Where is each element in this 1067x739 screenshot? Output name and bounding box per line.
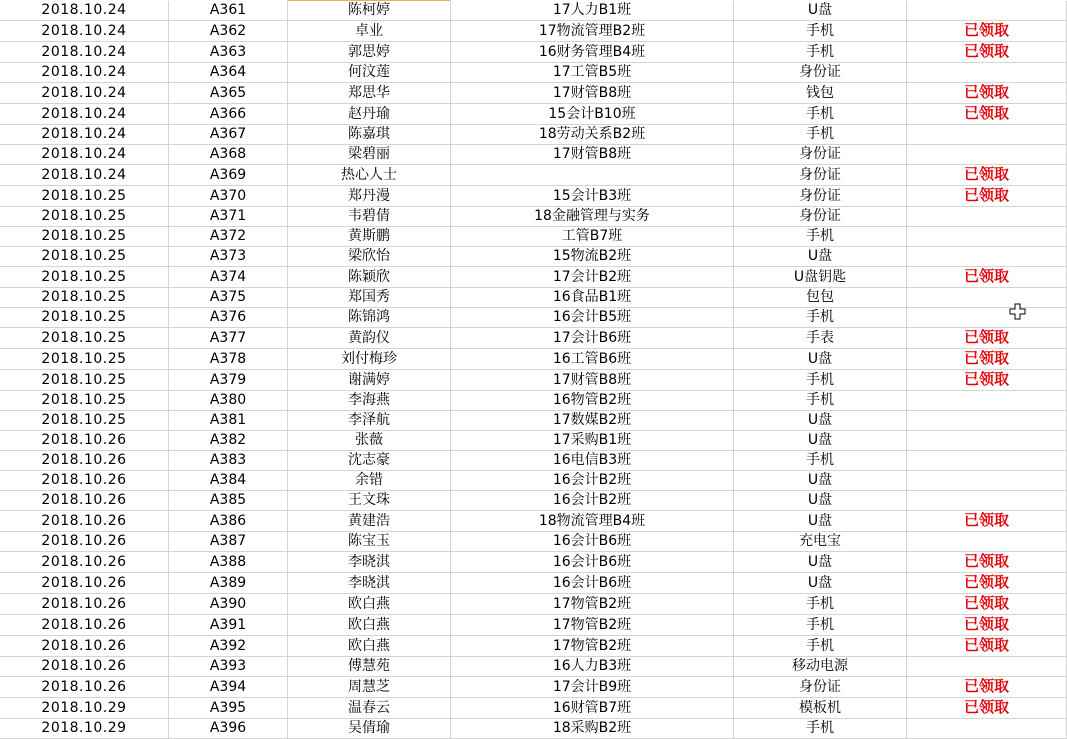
claimed-status-label: 已领取 bbox=[963, 552, 1009, 570]
cell-class[interactable]: 18金融管理与实务 bbox=[451, 207, 734, 227]
cell-id[interactable]: A373 bbox=[169, 247, 288, 267]
cell-id[interactable]: A387 bbox=[169, 532, 288, 552]
table-row bbox=[0, 63, 1067, 83]
cell-class[interactable]: 工管B7班 bbox=[451, 227, 734, 247]
cell-date[interactable]: 2018.10.29 bbox=[0, 698, 169, 719]
table-row bbox=[0, 308, 1067, 328]
cell-status[interactable] bbox=[907, 288, 1067, 308]
cell-item[interactable]: U盘 bbox=[734, 1, 907, 21]
claimed-status-label: 已领取 bbox=[963, 165, 1009, 183]
cell-date[interactable]: 2018.10.24 bbox=[0, 83, 169, 104]
cell-date[interactable]: 2018.10.25 bbox=[0, 247, 169, 267]
cell-status[interactable] bbox=[907, 370, 1067, 391]
cell-date[interactable]: 2018.10.25 bbox=[0, 391, 169, 411]
cell-name[interactable]: 郑国秀 bbox=[288, 288, 451, 308]
cell-item[interactable]: U盘 bbox=[734, 511, 907, 532]
cell-item[interactable]: U盘 bbox=[734, 573, 907, 594]
cell-item[interactable]: U盘 bbox=[734, 552, 907, 573]
cell-date[interactable]: 2018.10.26 bbox=[0, 511, 169, 532]
cell-status[interactable] bbox=[907, 125, 1067, 145]
claimed-status-label: 已领取 bbox=[963, 615, 1009, 633]
cell-date[interactable]: 2018.10.29 bbox=[0, 719, 169, 739]
cell-status[interactable] bbox=[907, 207, 1067, 227]
cell-id[interactable]: A362 bbox=[169, 21, 288, 42]
table-row bbox=[0, 677, 1067, 698]
claimed-status-label: 已领取 bbox=[963, 21, 1009, 39]
cell-item[interactable]: U盘 bbox=[734, 471, 907, 491]
claimed-status-label: 已领取 bbox=[963, 511, 1009, 529]
cell-name[interactable]: 李海燕 bbox=[288, 391, 451, 411]
cell-name[interactable]: 吴倩瑜 bbox=[288, 719, 451, 739]
cell-item[interactable]: 手机 bbox=[734, 42, 907, 63]
cell-item[interactable]: 手机 bbox=[734, 104, 907, 125]
cell-date[interactable]: 2018.10.25 bbox=[0, 267, 169, 288]
cell-name[interactable]: 欧白燕 bbox=[288, 594, 451, 615]
cell-status[interactable] bbox=[907, 471, 1067, 491]
cell-name[interactable]: 何汶莲 bbox=[288, 63, 451, 83]
table-row bbox=[0, 594, 1067, 615]
cell-name[interactable]: 卓业 bbox=[288, 21, 451, 42]
cell-class[interactable]: 18采购B2班 bbox=[451, 719, 734, 739]
cell-class[interactable]: 16工管B6班 bbox=[451, 349, 734, 370]
cell-status[interactable] bbox=[907, 451, 1067, 471]
cell-name[interactable]: 黄建浩 bbox=[288, 511, 451, 532]
cell-status[interactable] bbox=[907, 491, 1067, 511]
table-row bbox=[0, 391, 1067, 411]
cell-item[interactable]: 手机 bbox=[734, 636, 907, 657]
cell-name[interactable]: 沈志豪 bbox=[288, 451, 451, 471]
cell-status[interactable] bbox=[907, 63, 1067, 83]
cell-id[interactable]: A366 bbox=[169, 104, 288, 125]
table-row bbox=[0, 431, 1067, 451]
cell-id[interactable]: A369 bbox=[169, 165, 288, 186]
claimed-status-label: 已领取 bbox=[963, 370, 1009, 388]
cell-date[interactable]: 2018.10.25 bbox=[0, 349, 169, 370]
cell-date[interactable]: 2018.10.24 bbox=[0, 42, 169, 63]
claimed-status-label: 已领取 bbox=[963, 594, 1009, 612]
cell-item[interactable]: 手机 bbox=[734, 451, 907, 471]
cell-name[interactable]: 欧白燕 bbox=[288, 636, 451, 657]
claimed-status-label: 已领取 bbox=[963, 349, 1009, 367]
cell-item[interactable]: 包包 bbox=[734, 288, 907, 308]
cell-class[interactable]: 17财管B8班 bbox=[451, 370, 734, 391]
table-row bbox=[0, 227, 1067, 247]
cell-class[interactable] bbox=[451, 165, 734, 186]
cell-id[interactable]: A379 bbox=[169, 370, 288, 391]
cell-status[interactable] bbox=[907, 431, 1067, 451]
cell-item[interactable]: 身份证 bbox=[734, 186, 907, 207]
claimed-status-label: 已领取 bbox=[963, 42, 1009, 60]
cell-name[interactable]: 陈嘉琪 bbox=[288, 125, 451, 145]
cell-class[interactable]: 17会计B6班 bbox=[451, 328, 734, 349]
cell-class[interactable]: 16会计B5班 bbox=[451, 308, 734, 328]
cell-date[interactable]: 2018.10.26 bbox=[0, 657, 169, 677]
table-body bbox=[0, 1, 1067, 739]
cell-status[interactable] bbox=[907, 21, 1067, 42]
cell-id[interactable]: A365 bbox=[169, 83, 288, 104]
cell-class[interactable]: 16财管B7班 bbox=[451, 698, 734, 719]
cell-status[interactable] bbox=[907, 308, 1067, 328]
cell-class[interactable]: 17财管B8班 bbox=[451, 83, 734, 104]
cell-name[interactable]: 赵丹瑜 bbox=[288, 104, 451, 125]
claimed-status-label: 已领取 bbox=[963, 104, 1009, 122]
cell-status[interactable] bbox=[907, 186, 1067, 207]
cell-id[interactable]: A374 bbox=[169, 267, 288, 288]
claimed-status-label: 已领取 bbox=[963, 83, 1009, 101]
cell-id[interactable]: A392 bbox=[169, 636, 288, 657]
cell-name[interactable]: 刘付梅珍 bbox=[288, 349, 451, 370]
cell-item[interactable]: 手机 bbox=[734, 719, 907, 739]
cell-class[interactable]: 18劳动关系B2班 bbox=[451, 125, 734, 145]
cell-date[interactable]: 2018.10.25 bbox=[0, 308, 169, 328]
cell-name[interactable]: 梁碧丽 bbox=[288, 145, 451, 165]
cell-name[interactable]: 周慧芝 bbox=[288, 677, 451, 698]
cell-status[interactable] bbox=[907, 349, 1067, 370]
cell-date[interactable]: 2018.10.26 bbox=[0, 615, 169, 636]
cell-item[interactable]: U盘钥匙 bbox=[734, 267, 907, 288]
cell-class[interactable]: 16食品B1班 bbox=[451, 288, 734, 308]
cell-id[interactable]: A361 bbox=[169, 1, 288, 21]
cell-item[interactable]: 手机 bbox=[734, 615, 907, 636]
cell-item[interactable]: 手机 bbox=[734, 227, 907, 247]
cell-class[interactable]: 17物管B2班 bbox=[451, 594, 734, 615]
cell-date[interactable]: 2018.10.26 bbox=[0, 471, 169, 491]
cell-id[interactable]: A389 bbox=[169, 573, 288, 594]
cell-status[interactable] bbox=[907, 657, 1067, 677]
table-row bbox=[0, 145, 1067, 165]
cell-class[interactable]: 15物流B2班 bbox=[451, 247, 734, 267]
table-row bbox=[0, 186, 1067, 207]
cell-name[interactable]: 黄韵仪 bbox=[288, 328, 451, 349]
cell-id[interactable]: A364 bbox=[169, 63, 288, 83]
cell-status[interactable] bbox=[907, 227, 1067, 247]
cell-id[interactable]: A385 bbox=[169, 491, 288, 511]
cell-date[interactable]: 2018.10.25 bbox=[0, 207, 169, 227]
cell-date[interactable]: 2018.10.24 bbox=[0, 21, 169, 42]
cell-id[interactable]: A391 bbox=[169, 615, 288, 636]
cell-id[interactable]: A371 bbox=[169, 207, 288, 227]
cell-id[interactable]: A363 bbox=[169, 42, 288, 63]
cell-date[interactable]: 2018.10.26 bbox=[0, 491, 169, 511]
cell-id[interactable]: A386 bbox=[169, 511, 288, 532]
cell-date[interactable]: 2018.10.24 bbox=[0, 63, 169, 83]
table-row bbox=[0, 83, 1067, 104]
cell-status[interactable] bbox=[907, 677, 1067, 698]
cell-name[interactable]: 欧白燕 bbox=[288, 615, 451, 636]
claimed-status-label: 已领取 bbox=[963, 267, 1009, 285]
cell-date[interactable]: 2018.10.25 bbox=[0, 186, 169, 207]
cell-class[interactable]: 17物流管理B2班 bbox=[451, 21, 734, 42]
cell-name[interactable]: 郑丹漫 bbox=[288, 186, 451, 207]
cell-status[interactable] bbox=[907, 573, 1067, 594]
cell-date[interactable]: 2018.10.26 bbox=[0, 552, 169, 573]
cell-item[interactable]: 身份证 bbox=[734, 165, 907, 186]
cell-status[interactable] bbox=[907, 42, 1067, 63]
cell-status[interactable] bbox=[907, 391, 1067, 411]
claimed-status-label: 已领取 bbox=[963, 328, 1009, 346]
cell-class[interactable]: 17会计B2班 bbox=[451, 267, 734, 288]
cell-class[interactable]: 17物管B2班 bbox=[451, 636, 734, 657]
cell-status[interactable] bbox=[907, 636, 1067, 657]
cell-status[interactable] bbox=[907, 719, 1067, 739]
claimed-status-label: 已领取 bbox=[963, 573, 1009, 591]
cell-status[interactable] bbox=[907, 594, 1067, 615]
cell-item[interactable]: 身份证 bbox=[734, 677, 907, 698]
cell-status[interactable] bbox=[907, 698, 1067, 719]
cell-name[interactable]: 郑思华 bbox=[288, 83, 451, 104]
cell-status[interactable] bbox=[907, 532, 1067, 552]
cell-id[interactable]: A376 bbox=[169, 308, 288, 328]
table-row bbox=[0, 165, 1067, 186]
cell-class[interactable]: 17工管B5班 bbox=[451, 63, 734, 83]
table-row bbox=[0, 491, 1067, 511]
cell-name[interactable]: 温春云 bbox=[288, 698, 451, 719]
cell-class[interactable]: 16物管B2班 bbox=[451, 391, 734, 411]
cell-name[interactable]: 陈锦鸿 bbox=[288, 308, 451, 328]
table-row bbox=[0, 349, 1067, 370]
table-row bbox=[0, 1, 1067, 21]
cell-class[interactable]: 16会计B6班 bbox=[451, 552, 734, 573]
cell-item[interactable]: U盘 bbox=[734, 349, 907, 370]
cell-name[interactable]: 郭思婷 bbox=[288, 42, 451, 63]
cell-status[interactable] bbox=[907, 247, 1067, 267]
table-row bbox=[0, 573, 1067, 594]
cell-name[interactable]: 热心人士 bbox=[288, 165, 451, 186]
cell-id[interactable]: A390 bbox=[169, 594, 288, 615]
cell-item[interactable]: 移动电源 bbox=[734, 657, 907, 677]
cell-class[interactable]: 17数媒B2班 bbox=[451, 411, 734, 431]
cell-date[interactable]: 2018.10.24 bbox=[0, 104, 169, 125]
claimed-status-label: 已领取 bbox=[963, 677, 1009, 695]
cell-item[interactable]: 手机 bbox=[734, 391, 907, 411]
cell-id[interactable]: A388 bbox=[169, 552, 288, 573]
cell-date[interactable]: 2018.10.25 bbox=[0, 328, 169, 349]
table-row bbox=[0, 21, 1067, 42]
table-row bbox=[0, 532, 1067, 552]
cell-name[interactable]: 王文珠 bbox=[288, 491, 451, 511]
claimed-status-label: 已领取 bbox=[963, 698, 1009, 716]
cell-id[interactable]: A370 bbox=[169, 186, 288, 207]
cell-item[interactable]: 身份证 bbox=[734, 207, 907, 227]
table-row bbox=[0, 411, 1067, 431]
cell-class[interactable]: 18物流管理B4班 bbox=[451, 511, 734, 532]
cell-item[interactable]: 身份证 bbox=[734, 145, 907, 165]
claimed-status-label: 已领取 bbox=[963, 636, 1009, 654]
cell-date[interactable]: 2018.10.25 bbox=[0, 370, 169, 391]
cell-name[interactable]: 李晓淇 bbox=[288, 552, 451, 573]
cell-date[interactable]: 2018.10.24 bbox=[0, 165, 169, 186]
cell-name[interactable]: 李泽航 bbox=[288, 411, 451, 431]
table-row bbox=[0, 247, 1067, 267]
cell-status[interactable] bbox=[907, 104, 1067, 125]
cell-id[interactable]: A367 bbox=[169, 125, 288, 145]
table-row bbox=[0, 636, 1067, 657]
cell-status[interactable] bbox=[907, 165, 1067, 186]
cell-date[interactable]: 2018.10.26 bbox=[0, 451, 169, 471]
table-row bbox=[0, 267, 1067, 288]
cell-class[interactable]: 15会计B3班 bbox=[451, 186, 734, 207]
cell-date[interactable]: 2018.10.26 bbox=[0, 594, 169, 615]
cell-class[interactable]: 16会计B2班 bbox=[451, 471, 734, 491]
cell-item[interactable]: 手表 bbox=[734, 328, 907, 349]
cell-item[interactable]: 手机 bbox=[734, 21, 907, 42]
table-row bbox=[0, 125, 1067, 145]
cell-date[interactable]: 2018.10.25 bbox=[0, 411, 169, 431]
cell-class[interactable]: 17财管B8班 bbox=[451, 145, 734, 165]
cell-status[interactable] bbox=[907, 411, 1067, 431]
cell-item[interactable]: U盘 bbox=[734, 411, 907, 431]
cell-date[interactable]: 2018.10.25 bbox=[0, 227, 169, 247]
cell-class[interactable]: 15会计B10班 bbox=[451, 104, 734, 125]
cell-item[interactable]: U盘 bbox=[734, 431, 907, 451]
table-row bbox=[0, 288, 1067, 308]
cell-item[interactable]: 手机 bbox=[734, 308, 907, 328]
cell-id[interactable]: A377 bbox=[169, 328, 288, 349]
cell-status[interactable] bbox=[907, 1, 1067, 21]
cell-name[interactable]: 谢满婷 bbox=[288, 370, 451, 391]
cell-id[interactable]: A381 bbox=[169, 411, 288, 431]
table-row bbox=[0, 719, 1067, 739]
table-row bbox=[0, 42, 1067, 63]
table-row bbox=[0, 552, 1067, 573]
cell-date[interactable]: 2018.10.24 bbox=[0, 145, 169, 165]
cell-status[interactable] bbox=[907, 615, 1067, 636]
cell-class[interactable]: 16财务管理B4班 bbox=[451, 42, 734, 63]
cell-id[interactable]: A383 bbox=[169, 451, 288, 471]
cell-id[interactable]: A395 bbox=[169, 698, 288, 719]
cell-name[interactable]: 陈柯婷 bbox=[288, 1, 451, 21]
table-row bbox=[0, 657, 1067, 677]
cell-name[interactable]: 余错 bbox=[288, 471, 451, 491]
plus-cell-cursor-icon bbox=[1009, 303, 1026, 320]
table-row bbox=[0, 328, 1067, 349]
cell-id[interactable]: A378 bbox=[169, 349, 288, 370]
cell-name[interactable]: 陈宝玉 bbox=[288, 532, 451, 552]
cell-date[interactable]: 2018.10.26 bbox=[0, 573, 169, 594]
cell-class[interactable]: 17人力B1班 bbox=[451, 1, 734, 21]
cell-item[interactable]: 身份证 bbox=[734, 63, 907, 83]
cell-name[interactable]: 梁欣怡 bbox=[288, 247, 451, 267]
cell-id[interactable]: A372 bbox=[169, 227, 288, 247]
cell-name[interactable]: 傅慧苑 bbox=[288, 657, 451, 677]
cell-class[interactable]: 16电信B3班 bbox=[451, 451, 734, 471]
cell-status[interactable] bbox=[907, 83, 1067, 104]
cell-item[interactable]: 手机 bbox=[734, 125, 907, 145]
cell-id[interactable]: A396 bbox=[169, 719, 288, 739]
cell-id[interactable]: A380 bbox=[169, 391, 288, 411]
claimed-status-label: 已领取 bbox=[963, 186, 1009, 204]
cell-class[interactable]: 17采购B1班 bbox=[451, 431, 734, 451]
table-row bbox=[0, 698, 1067, 719]
cell-status[interactable] bbox=[907, 267, 1067, 288]
cell-id[interactable]: A368 bbox=[169, 145, 288, 165]
cell-id[interactable]: A382 bbox=[169, 431, 288, 451]
cell-class[interactable]: 16会计B2班 bbox=[451, 491, 734, 511]
cell-class[interactable]: 16人力B3班 bbox=[451, 657, 734, 677]
cell-name[interactable]: 张薇 bbox=[288, 431, 451, 451]
cell-name[interactable]: 黄斯鹏 bbox=[288, 227, 451, 247]
cell-item[interactable]: 钱包 bbox=[734, 83, 907, 104]
cell-class[interactable]: 16会计B6班 bbox=[451, 573, 734, 594]
table-row bbox=[0, 471, 1067, 491]
cell-class[interactable]: 16会计B6班 bbox=[451, 532, 734, 552]
cell-item[interactable]: U盘 bbox=[734, 247, 907, 267]
cell-status[interactable] bbox=[907, 328, 1067, 349]
cell-name[interactable]: 韦碧倩 bbox=[288, 207, 451, 227]
cell-date[interactable]: 2018.10.24 bbox=[0, 125, 169, 145]
cell-name[interactable]: 李晓淇 bbox=[288, 573, 451, 594]
cell-status[interactable] bbox=[907, 511, 1067, 532]
table-row bbox=[0, 370, 1067, 391]
cell-date[interactable]: 2018.10.26 bbox=[0, 532, 169, 552]
cell-id[interactable]: A384 bbox=[169, 471, 288, 491]
cell-class[interactable]: 17会计B9班 bbox=[451, 677, 734, 698]
cell-id[interactable]: A393 bbox=[169, 657, 288, 677]
cell-name[interactable]: 陈颖欣 bbox=[288, 267, 451, 288]
table-row bbox=[0, 511, 1067, 532]
cell-item[interactable]: 手机 bbox=[734, 594, 907, 615]
cell-date[interactable]: 2018.10.26 bbox=[0, 431, 169, 451]
cell-status[interactable] bbox=[907, 145, 1067, 165]
table-row bbox=[0, 104, 1067, 125]
cell-class[interactable]: 17物管B2班 bbox=[451, 615, 734, 636]
cell-status[interactable] bbox=[907, 552, 1067, 573]
cell-date[interactable]: 2018.10.26 bbox=[0, 677, 169, 698]
cell-id[interactable]: A375 bbox=[169, 288, 288, 308]
cell-item[interactable]: 手机 bbox=[734, 370, 907, 391]
cell-id[interactable]: A394 bbox=[169, 677, 288, 698]
cell-item[interactable]: 模板机 bbox=[734, 698, 907, 719]
cell-date[interactable]: 2018.10.26 bbox=[0, 636, 169, 657]
table-row bbox=[0, 207, 1067, 227]
table-row bbox=[0, 615, 1067, 636]
cell-date[interactable]: 2018.10.24 bbox=[0, 1, 169, 21]
cell-item[interactable]: U盘 bbox=[734, 491, 907, 511]
table-row bbox=[0, 451, 1067, 471]
cell-item[interactable]: 充电宝 bbox=[734, 532, 907, 552]
cell-date[interactable]: 2018.10.25 bbox=[0, 288, 169, 308]
